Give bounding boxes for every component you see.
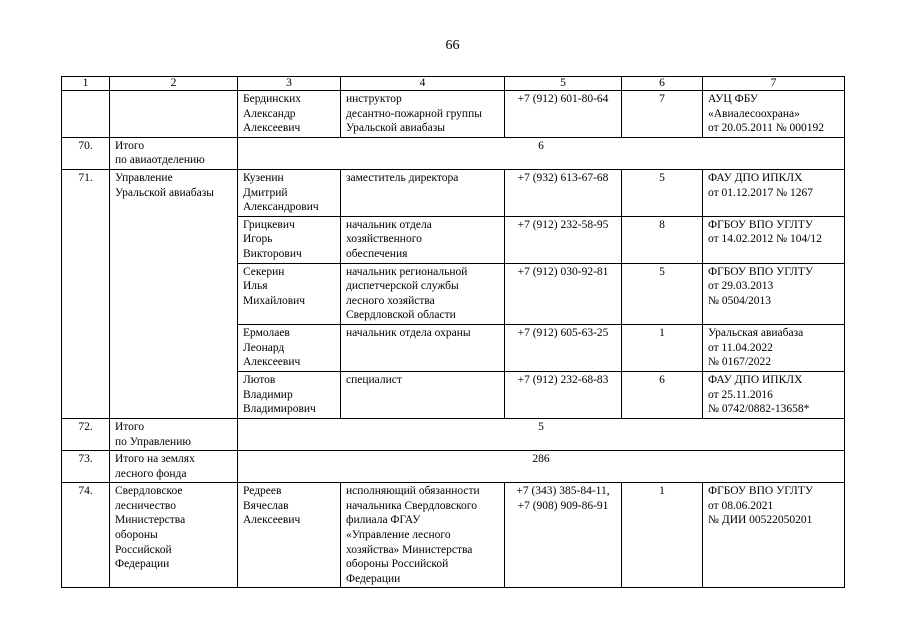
position-cell: специалист — [341, 371, 505, 418]
position-cell: инструктор десантно-пожарной группы Уральской авиабазы — [341, 91, 505, 138]
column-header: 5 — [505, 77, 622, 91]
phone-cell: +7 (912) 232-68-83 — [505, 371, 622, 418]
row-number-cell: 71. — [62, 169, 110, 418]
total-value-cell: 286 — [238, 451, 845, 483]
row-number-cell — [62, 91, 110, 138]
total-value-cell: 6 — [238, 137, 845, 169]
count-cell: 6 — [622, 371, 703, 418]
document-cell: Уральская авиабаза от 11.04.2022 № 0167/2022 — [703, 324, 845, 371]
column-header: 6 — [622, 77, 703, 91]
column-header: 3 — [238, 77, 341, 91]
name-cell: Лютов Владимир Владимирович — [238, 371, 341, 418]
phone-cell: +7 (343) 385-84-11, +7 (908) 909-86-91 — [505, 483, 622, 588]
total-value-cell: 5 — [238, 418, 845, 450]
column-header: 4 — [341, 77, 505, 91]
column-header: 7 — [703, 77, 845, 91]
column-header: 1 — [62, 77, 110, 91]
row-number-cell: 74. — [62, 483, 110, 588]
count-cell: 5 — [622, 263, 703, 324]
phone-cell: +7 (912) 605-63-25 — [505, 324, 622, 371]
document-cell: ФАУ ДПО ИПКЛХ от 01.12.2017 № 1267 — [703, 169, 845, 216]
document-cell: АУЦ ФБУ «Авиалесоохрана» от 20.05.2011 № 000192 — [703, 91, 845, 138]
unit-cell: Свердловское лесничество Министерства обороны Российской Федерации — [110, 483, 238, 588]
name-cell: Секерин Илья Михайлович — [238, 263, 341, 324]
row-number-cell: 72. — [62, 418, 110, 450]
row-number-cell: 70. — [62, 137, 110, 169]
name-cell: Ермолаев Леонард Алексеевич — [238, 324, 341, 371]
position-cell: начальник отдела охраны — [341, 324, 505, 371]
position-cell: начальник региональной диспетчерской службы лесного хозяйства Свердловской области — [341, 263, 505, 324]
table-header-row — [62, 77, 845, 91]
phone-cell: +7 (932) 613-67-68 — [505, 169, 622, 216]
position-cell: заместитель директора — [341, 169, 505, 216]
unit-cell: Итого на землях лесного фонда — [110, 451, 238, 483]
name-cell: Кузенин Дмитрий Александрович — [238, 169, 341, 216]
unit-cell: Итого по авиаотделению — [110, 137, 238, 169]
position-cell: начальник отдела хозяйственного обеспечения — [341, 216, 505, 263]
table-row — [62, 169, 845, 216]
count-cell: 1 — [622, 483, 703, 588]
page-number: 66 — [445, 38, 460, 53]
total-row — [62, 418, 845, 450]
unit-cell — [110, 91, 238, 138]
staff-table — [61, 76, 845, 588]
document-cell: ФАУ ДПО ИПКЛХ от 25.11.2016 № 0742/0882-13658* — [703, 371, 845, 418]
phone-cell: +7 (912) 030-92-81 — [505, 263, 622, 324]
table-row — [62, 91, 845, 138]
unit-cell: Управление Уральской авиабазы — [110, 169, 238, 418]
total-row — [62, 451, 845, 483]
row-number-cell: 73. — [62, 451, 110, 483]
unit-cell: Итого по Управлению — [110, 418, 238, 450]
phone-cell: +7 (912) 601-80-64 — [505, 91, 622, 138]
count-cell: 1 — [622, 324, 703, 371]
position-cell: исполняющий обязанности начальника Свердловского филиала ФГАУ «Управление лесного хозяйства» Министерства обороны Российской Федерации — [341, 483, 505, 588]
document-cell: ФГБОУ ВПО УГЛТУ от 14.02.2012 № 104/12 — [703, 216, 845, 263]
name-cell: Грицкевич Игорь Викторович — [238, 216, 341, 263]
name-cell: Редреев Вячеслав Алексеевич — [238, 483, 341, 588]
name-cell: Бердинских Александр Алексеевич — [238, 91, 341, 138]
column-header: 2 — [110, 77, 238, 91]
total-row — [62, 137, 845, 169]
phone-cell: +7 (912) 232-58-95 — [505, 216, 622, 263]
count-cell: 7 — [622, 91, 703, 138]
count-cell: 8 — [622, 216, 703, 263]
table-row — [62, 483, 845, 588]
document-cell: ФГБОУ ВПО УГЛТУ от 29.03.2013 № 0504/2013 — [703, 263, 845, 324]
count-cell: 5 — [622, 169, 703, 216]
document-cell: ФГБОУ ВПО УГЛТУ от 08.06.2021 № ДИИ 00522050201 — [703, 483, 845, 588]
